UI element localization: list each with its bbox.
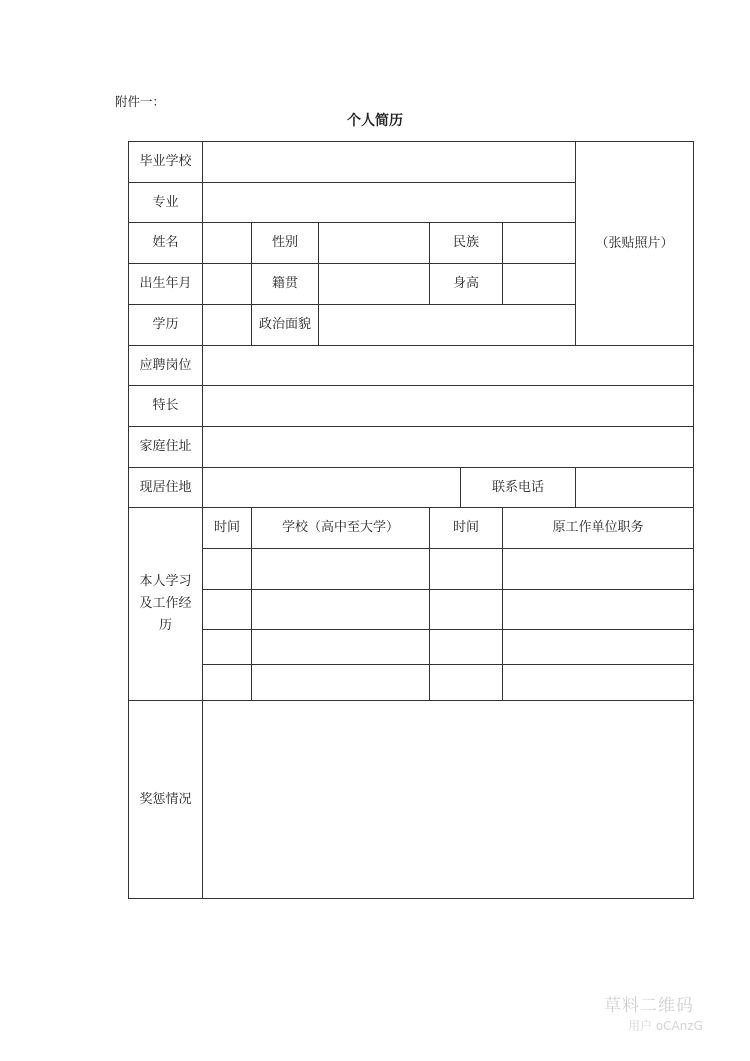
history-cell[interactable] xyxy=(503,630,694,665)
label-awards: 奖惩情况 xyxy=(129,701,203,899)
history-cell[interactable] xyxy=(203,549,252,590)
attachment-label: 附件一： xyxy=(115,94,166,109)
field-birth-date[interactable] xyxy=(203,264,252,305)
label-history xyxy=(129,508,203,701)
field-current-residence[interactable] xyxy=(203,468,461,508)
photo-area[interactable]: （张贴照片） xyxy=(576,142,694,346)
field-height[interactable] xyxy=(503,264,576,305)
field-specialty[interactable] xyxy=(203,386,694,427)
history-header-job: 原工作单位职务 xyxy=(503,508,694,549)
history-cell[interactable] xyxy=(203,630,252,665)
row-awards xyxy=(129,701,694,899)
history-cell[interactable] xyxy=(503,665,694,701)
row-home-address xyxy=(129,427,694,468)
history-cell[interactable] xyxy=(430,665,503,701)
history-header-school: 学校（高中至大学） xyxy=(252,508,430,549)
label-birth-date: 出生年月 xyxy=(129,264,203,305)
history-cell[interactable] xyxy=(430,630,503,665)
label-ethnicity: 民族 xyxy=(430,223,503,264)
field-political-status[interactable] xyxy=(319,305,576,346)
row-position xyxy=(129,346,694,386)
field-major[interactable] xyxy=(203,183,576,223)
history-row xyxy=(129,549,694,590)
label-name: 姓名 xyxy=(129,223,203,264)
field-gender[interactable] xyxy=(319,223,430,264)
field-native-place[interactable] xyxy=(319,264,430,305)
history-cell[interactable] xyxy=(252,630,430,665)
field-graduate-school[interactable] xyxy=(203,142,576,183)
field-education[interactable] xyxy=(203,305,252,346)
history-cell[interactable] xyxy=(252,665,430,701)
label-home-address: 家庭住址 xyxy=(129,427,203,468)
resume-form-table xyxy=(128,141,694,899)
history-cell[interactable] xyxy=(203,665,252,701)
label-height: 身高 xyxy=(430,264,503,305)
history-cell[interactable] xyxy=(252,549,430,590)
label-specialty: 特长 xyxy=(129,386,203,427)
label-current-residence: 现居住地 xyxy=(129,468,203,508)
history-header-time-1: 时间 xyxy=(203,508,252,549)
field-phone[interactable] xyxy=(576,468,694,508)
row-history-header xyxy=(129,508,694,549)
label-phone: 联系电话 xyxy=(461,468,576,508)
watermark-brand: 草料二维码 xyxy=(604,996,694,1016)
field-awards[interactable] xyxy=(203,701,694,899)
label-major: 专业 xyxy=(129,183,203,223)
field-home-address[interactable] xyxy=(203,427,694,468)
label-gender: 性别 xyxy=(252,223,319,264)
history-cell[interactable] xyxy=(430,549,503,590)
field-position-applied[interactable] xyxy=(203,346,694,386)
label-position-applied: 应聘岗位 xyxy=(129,346,203,386)
history-row xyxy=(129,665,694,701)
history-cell[interactable] xyxy=(503,549,694,590)
label-history-text: 本人学习及工作经历 xyxy=(139,574,192,633)
field-name[interactable] xyxy=(203,223,252,264)
page-title: 个人简历 xyxy=(347,113,403,129)
history-row xyxy=(129,630,694,665)
field-ethnicity[interactable] xyxy=(503,223,576,264)
history-header-time-2: 时间 xyxy=(430,508,503,549)
label-political-status: 政治面貌 xyxy=(252,305,319,346)
watermark-user: 用户 oCAnzG xyxy=(628,1019,703,1033)
label-education: 学历 xyxy=(129,305,203,346)
history-cell[interactable] xyxy=(430,590,503,630)
history-cell[interactable] xyxy=(503,590,694,630)
row-specialty xyxy=(129,386,694,427)
history-cell[interactable] xyxy=(252,590,430,630)
label-graduate-school: 毕业学校 xyxy=(129,142,203,183)
history-cell[interactable] xyxy=(203,590,252,630)
label-native-place: 籍贯 xyxy=(252,264,319,305)
row-graduate-school xyxy=(129,142,694,183)
history-row xyxy=(129,590,694,630)
row-residence xyxy=(129,468,694,508)
